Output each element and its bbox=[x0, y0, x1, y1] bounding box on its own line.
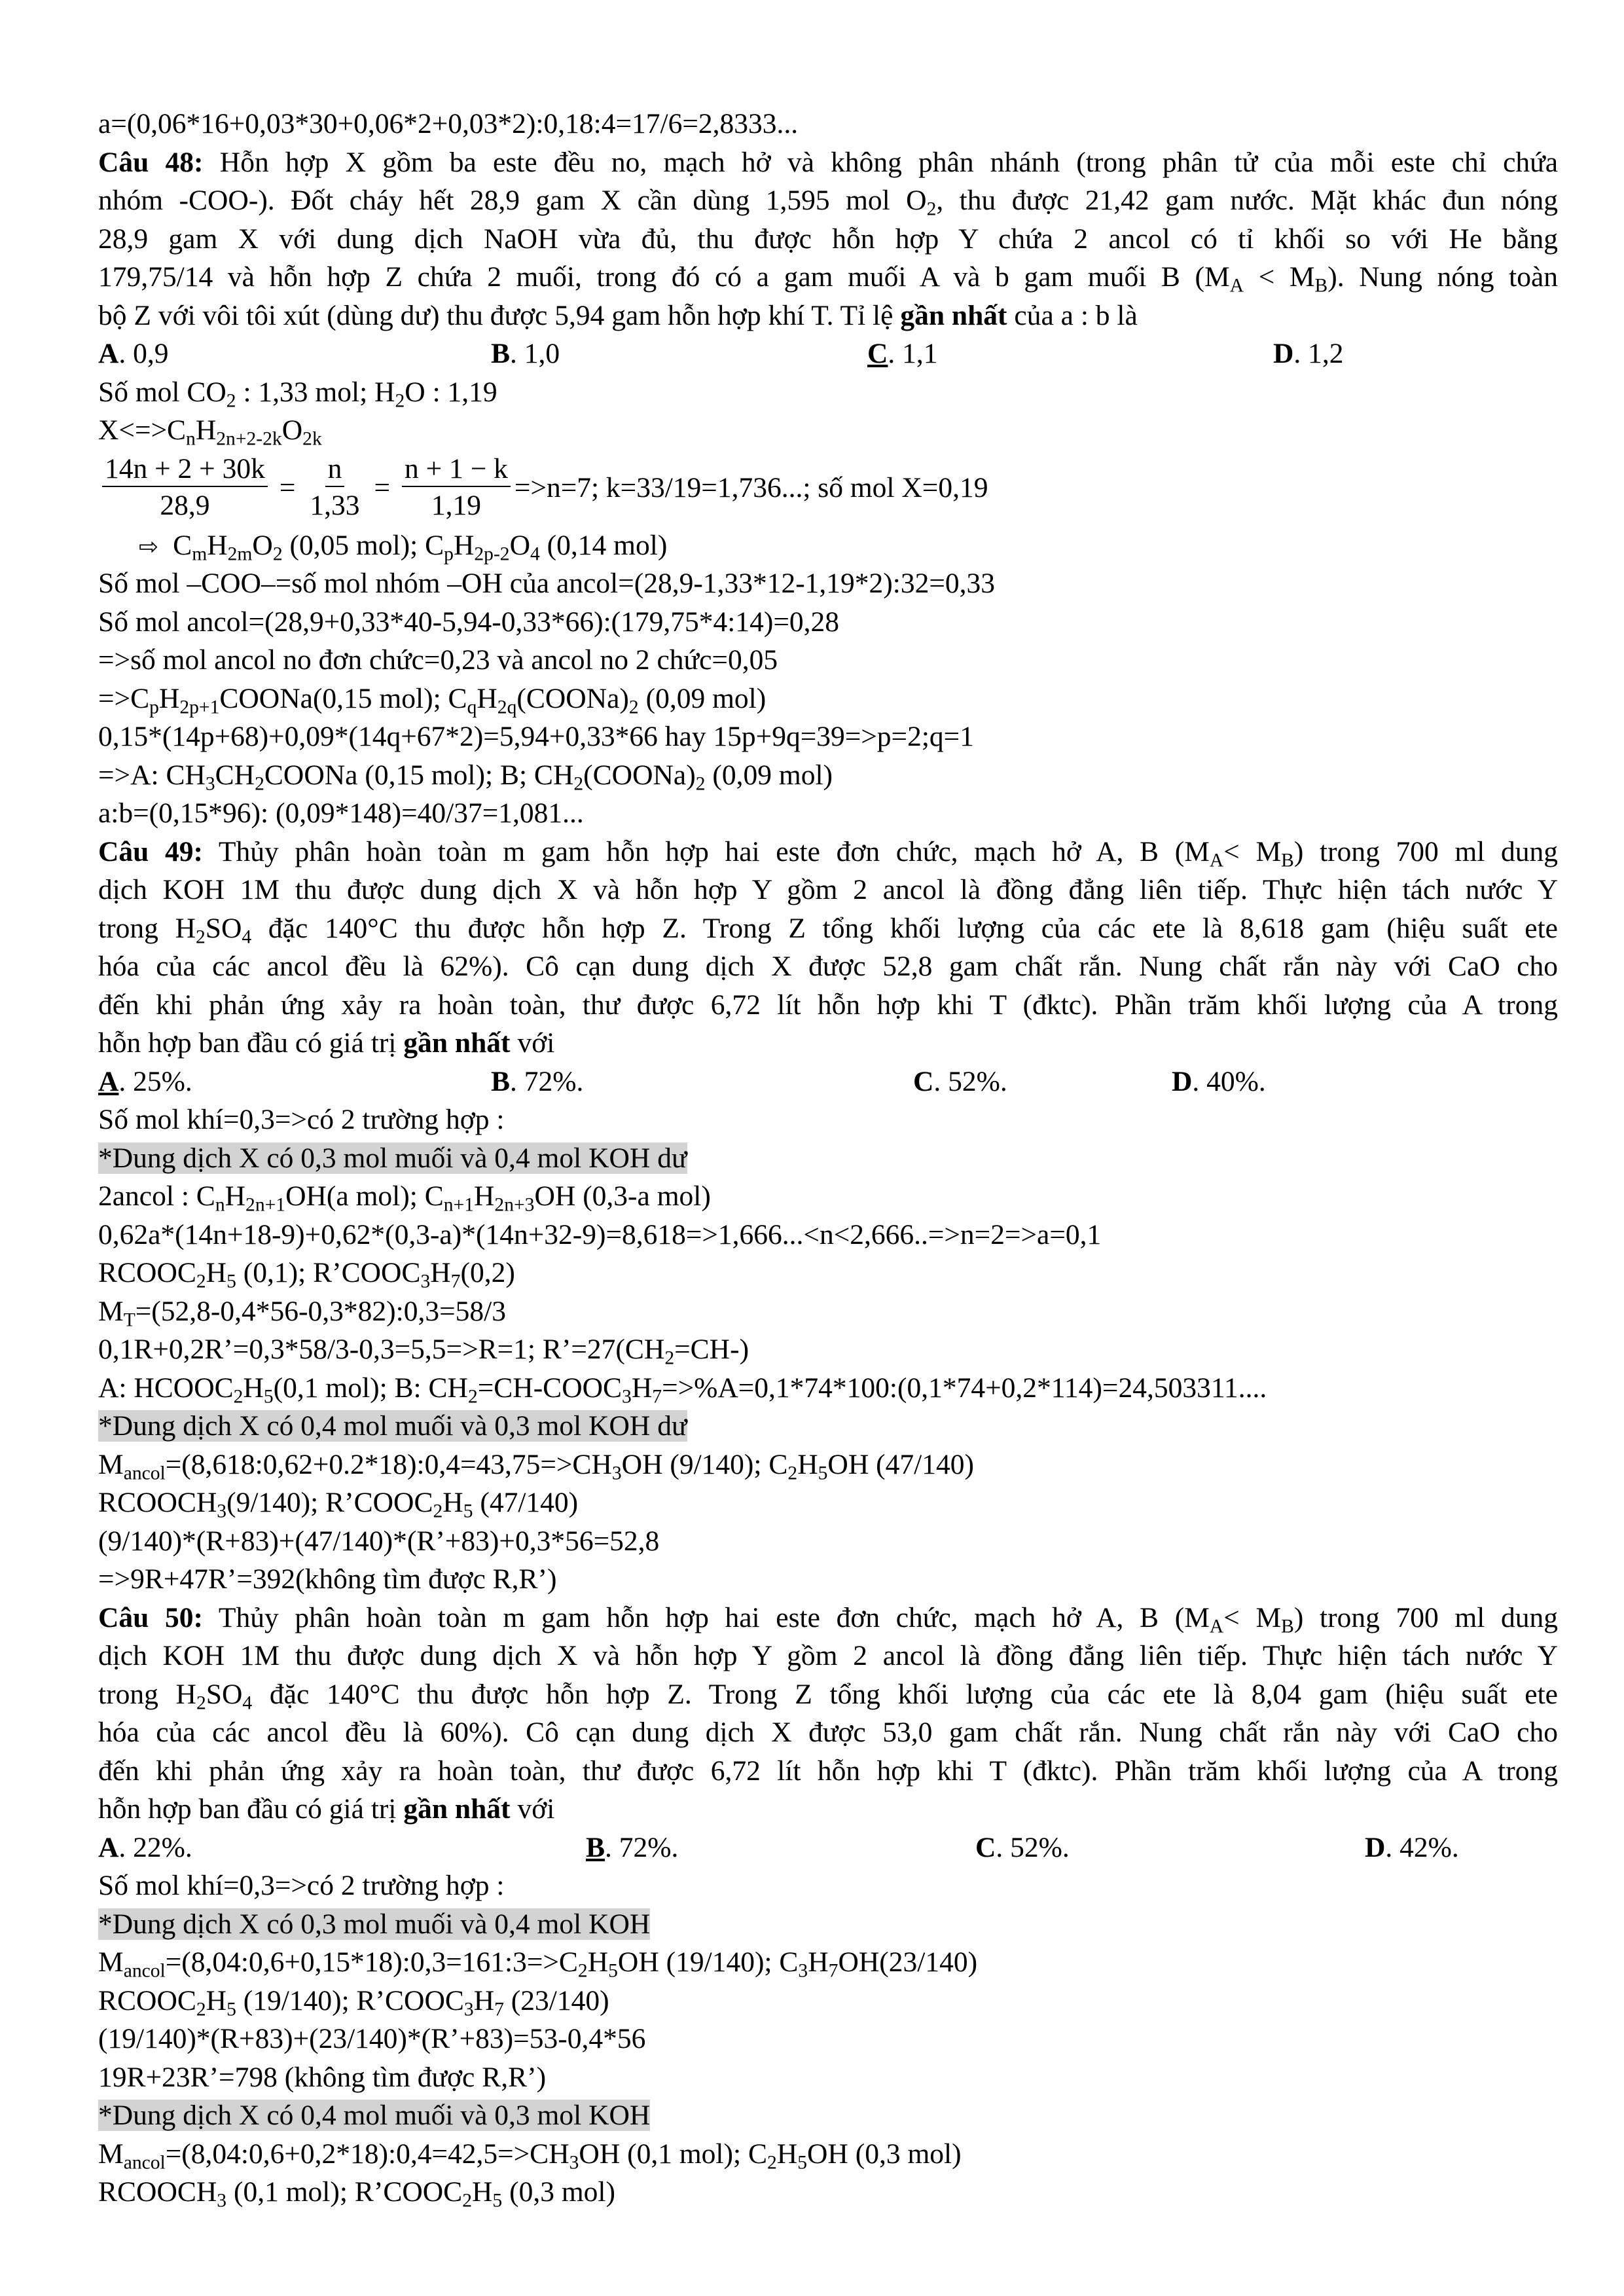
subscript: 5 bbox=[818, 1462, 828, 1484]
s48-line bbox=[98, 603, 1558, 642]
subscript: 7 bbox=[450, 1271, 461, 1292]
subscript: 5 bbox=[492, 2190, 503, 2212]
text: RCOOCH bbox=[98, 1487, 217, 1518]
text: (COONa) bbox=[516, 682, 629, 714]
q50-stem-line-1 bbox=[98, 1599, 1558, 1637]
text: hỗn hợp ban đầu có giá trị bbox=[98, 1027, 404, 1059]
option-text: . 72%. bbox=[605, 1831, 679, 1863]
s49-line: $RCOOCH_3(9/140)$; $R’COOC_2H_5$ (47/140) bbox=[98, 1487, 579, 1522]
q48-stem-line-3 bbox=[98, 220, 1558, 259]
text: nhóm -COO-). Đốt cháy hết 28,9 gam X cần dùng 1,595 mol O bbox=[98, 185, 927, 216]
q48-stem-line-4 bbox=[98, 258, 1558, 297]
text: ) trong 700 ml dung bbox=[1293, 835, 1558, 867]
option-letter: A bbox=[98, 1831, 119, 1863]
subscript: 4 bbox=[242, 1692, 253, 1713]
text: C bbox=[173, 529, 192, 561]
subscript: 2 bbox=[695, 773, 706, 794]
s48-line bbox=[98, 373, 1558, 412]
text: dịch KOH 1M thu được dung dịch X và hỗn hợp Y gồm 2 ancol là đồng đẳng liên tiếp. Thực hiện tách nước Y bbox=[98, 874, 1558, 905]
text: (19/140)*(R+83)+(23/140)*(R’+83)=53-0,4*56 bbox=[98, 2023, 646, 2054]
answer-option-b-correct bbox=[586, 1829, 678, 1867]
option-text: . 42%. bbox=[1385, 1831, 1459, 1863]
text: CH bbox=[215, 759, 255, 791]
text: OH (0,3 mol) bbox=[807, 2138, 962, 2170]
s49-line: $M_{ancol}=(8,618:0,62+0.2*18):0,4=43,75=>CH_3OH$ (9/140); $C_2H_5OH$ (47/140) bbox=[98, 1448, 974, 1484]
option-text: . 25%. bbox=[118, 1065, 192, 1097]
s48-line bbox=[98, 641, 1558, 680]
text: đến khi phản ứng xảy ra hoàn toàn, thư được 6,72 lít hỗn hợp khi T (đktc). Phần trăm khối lượng của A trong bbox=[98, 1755, 1558, 1787]
subscript: 5 bbox=[263, 1385, 274, 1407]
s50-line: $RCOOC_2H_5$ (19/140); $R’COOC_3H_7$ (23/140) bbox=[98, 1984, 609, 2020]
subscript: A bbox=[1229, 275, 1244, 297]
option-text: . 1,1 bbox=[888, 338, 938, 369]
text: (0,14 mol) bbox=[539, 529, 668, 561]
subscript: m bbox=[192, 543, 208, 564]
answer-option-b bbox=[491, 335, 560, 373]
text: < M bbox=[1223, 835, 1282, 867]
highlighted-text: *Dung dịch X có 0,3 mol muối và 0,4 mol KOH dư bbox=[98, 1142, 687, 1174]
subscript: ancol bbox=[123, 1462, 166, 1484]
s48-line bbox=[98, 794, 1558, 833]
option-letter: A bbox=[98, 338, 119, 369]
numerator: n bbox=[325, 452, 345, 487]
subscript: 3 bbox=[217, 2190, 227, 2212]
emphasis: gần nhất bbox=[403, 1793, 511, 1825]
text: Hỗn hợp X gồm ba este đều no, mạch hở và không phân nhánh (trong phân tử của mỗi este chỉ chứa bbox=[219, 146, 1559, 178]
text: Thủy phân hoàn toàn m gam hỗn hợp hai este đơn chức, mạch hở A, B (M bbox=[218, 1601, 1210, 1633]
subscript: 2 bbox=[196, 1271, 206, 1292]
s50-line bbox=[98, 2058, 1558, 2097]
text: : 1,33 mol; H bbox=[236, 376, 395, 408]
subscript: 2 bbox=[195, 926, 206, 947]
q49-stem-line-5 bbox=[98, 986, 1558, 1025]
subscript: 3 bbox=[205, 773, 215, 794]
subscript: 5 bbox=[226, 1998, 236, 2020]
text: RCOOCH bbox=[98, 2176, 217, 2208]
q49-stem-line-6 bbox=[98, 1024, 1558, 1063]
text: 19R+23R’=798 (không tìm được R,R’) bbox=[98, 2061, 547, 2093]
option-text: . 0,9 bbox=[118, 338, 169, 369]
text: OH(a mol); C bbox=[285, 1180, 444, 1212]
option-letter: C bbox=[975, 1831, 996, 1863]
subscript: B bbox=[1314, 275, 1328, 297]
option-letter: B bbox=[491, 338, 511, 369]
text: ). Nung nóng toàn bbox=[1327, 261, 1558, 293]
text: =>n=7; k=33/19=1,736...; số mol X=0,19 bbox=[514, 471, 988, 503]
text: SO bbox=[206, 1678, 243, 1710]
text: OH (9/140); C bbox=[621, 1448, 788, 1480]
highlighted-text: *Dung dịch X có 0,4 mol muối và 0,3 mol KOH bbox=[98, 2100, 651, 2131]
text: với bbox=[510, 1793, 555, 1825]
highlighted-text: *Dung dịch X có 0,4 mol muối và 0,3 mol KOH dư bbox=[98, 1410, 687, 1442]
s49-case-2-heading bbox=[98, 1407, 1558, 1446]
text: ) trong 700 ml dung bbox=[1293, 1601, 1558, 1633]
text: =(52,8-0,4*56-0,3*82):0,3=58/3 bbox=[135, 1295, 506, 1327]
subscript: 2 bbox=[628, 696, 639, 718]
text: a:b=(0,15*96): (0,09*148)=40/37=1,081... bbox=[98, 797, 584, 829]
s49-line bbox=[98, 1101, 1558, 1139]
s50-case-2-heading bbox=[98, 2096, 1558, 2135]
subscript: 5 bbox=[608, 1960, 618, 1982]
subscript: 5 bbox=[226, 1271, 236, 1292]
option-text: . 40%. bbox=[1192, 1065, 1266, 1097]
q48-stem-line-5 bbox=[98, 297, 1558, 335]
subscript: B bbox=[1281, 1615, 1294, 1637]
text: =CH-COOC bbox=[477, 1372, 623, 1404]
text: =(8,04:0,6+0,15*18):0,3=161:3=>C bbox=[165, 1946, 578, 1978]
s50-line: $M_{ancol}=(8,04:0,6+0,2*18):0,4=42,5=>CH_3OH$ (0,1 mol); $C_2H_5OH$ (0,3 mol) bbox=[98, 2138, 962, 2173]
option-letter: D bbox=[1172, 1065, 1193, 1097]
s48-line: $X<=>C_nH_{2n+2-2k}O_{2k}$ bbox=[98, 414, 322, 450]
answer-option-c bbox=[975, 1829, 1070, 1867]
text: đặc 140°C thu được hỗn hợp Z. Trong Z tổng khối lượng của các ete là 8,618 gam (hiệu suất ete bbox=[251, 912, 1558, 944]
subscript: ancol bbox=[123, 2151, 166, 2173]
text: 28,9 gam X với dung dịch NaOH vừa đủ, thu được hỗn hợp Y chứa 2 ancol có tỉ khối so với He bằng bbox=[98, 223, 1558, 255]
option-letter: D bbox=[1365, 1831, 1386, 1863]
subscript: 2m bbox=[227, 543, 253, 564]
text: (0,09 mol) bbox=[638, 682, 767, 714]
text: < M bbox=[1244, 261, 1315, 293]
document-page bbox=[98, 105, 1558, 2212]
answer-option-a bbox=[98, 335, 169, 373]
text: O : 1,19 bbox=[405, 376, 497, 408]
subscript: 4 bbox=[530, 543, 540, 564]
s49-line bbox=[98, 1330, 1558, 1369]
subscript: 2n+1 bbox=[245, 1194, 286, 1216]
s48-line: ⇨ $C_mH_{2m}O_2$ (0,05 mol); $C_pH_{2p-2}O_4$ (0,14 mol) bbox=[139, 529, 668, 564]
subscript: T bbox=[123, 1309, 135, 1330]
text: bộ Z với vôi tôi xút (dùng dư) thu được 5,94 gam hỗn hợp khí T. Tỉ lệ bbox=[98, 299, 901, 331]
text: =>C bbox=[98, 682, 150, 714]
text: Số mol khí=0,3=>có 2 trường hợp : bbox=[98, 1870, 505, 1901]
subscript: A bbox=[1209, 1615, 1224, 1637]
option-text: . 52%. bbox=[996, 1831, 1070, 1863]
subscript: 3 bbox=[217, 1501, 227, 1522]
subscript: 2 bbox=[573, 773, 584, 794]
text: 179,75/14 và hỗn hợp Z chứa 2 muối, trong đó có a gam muối A và b gam muối B (M bbox=[98, 261, 1230, 293]
fraction bbox=[307, 452, 362, 524]
text: SO bbox=[205, 912, 242, 944]
s48-line bbox=[98, 564, 1558, 603]
subscript: p bbox=[444, 543, 454, 564]
fraction bbox=[402, 452, 511, 524]
text: (0,1); R’COOC bbox=[236, 1257, 421, 1288]
answer-option-c-correct bbox=[867, 335, 938, 373]
subscript: 7 bbox=[828, 1960, 839, 1982]
s49-line: 2ancol : $C_nH_{2n+1}OH(a$ mol); $C_{n+1}H_{2n+3}OH$ (0,3-a mol) bbox=[98, 1180, 711, 1216]
text: COONa(0,15 mol); C bbox=[219, 682, 467, 714]
subscript: 2 bbox=[787, 1462, 798, 1484]
s49-line bbox=[98, 1292, 1558, 1331]
subscript: 7 bbox=[652, 1385, 662, 1407]
subscript: n+1 bbox=[443, 1194, 474, 1216]
subscript: q bbox=[467, 696, 477, 718]
text: (0,3 mol) bbox=[502, 2176, 615, 2208]
subscript: n bbox=[215, 1194, 225, 1216]
text: M bbox=[98, 1295, 124, 1327]
text: =(8,04:0,6+0,2*18):0,4=42,5=>CH bbox=[165, 2138, 569, 2170]
option-letter: C bbox=[867, 338, 888, 369]
s50-case-1-heading bbox=[98, 1905, 1558, 1944]
text: Số mol khí=0,3=>có 2 trường hợp : bbox=[98, 1104, 505, 1135]
text: đến khi phản ứng xảy ra hoàn toàn, thư được 6,72 lít hỗn hợp khi T (đktc). Phần trăm khối lượng của A trong bbox=[98, 989, 1558, 1021]
answer-option-d bbox=[1172, 1063, 1266, 1101]
text: 0,62a*(14n+18-9)+0,62*(0,3-a)*(14n+32-9)=8,618=>1,666...<n<2,666..=>n=2=>a=0,1 bbox=[98, 1218, 1102, 1250]
text: COONa (0,15 mol); B; CH bbox=[264, 759, 574, 791]
s50-line: $RCOOCH_3$ (0,1 mol); $R’COOC_2H_5$ (0,3 mol) bbox=[98, 2176, 615, 2212]
subscript: p bbox=[149, 696, 159, 718]
q49-stem-line-1 bbox=[98, 833, 1558, 871]
text: A: HCOOC bbox=[98, 1372, 234, 1404]
subscript: A bbox=[1209, 849, 1224, 871]
q48-answer-options bbox=[98, 335, 1558, 373]
subscript: 2 bbox=[272, 543, 283, 564]
text: (23/140) bbox=[503, 1984, 609, 2016]
right-arrow-icon: ⇨ bbox=[139, 533, 159, 560]
s48-fraction-equation: $\frac{14n + 2 + 30k}{28,9}$ = $\frac{n}{1,33}$ = $\frac{n + 1 - k}{1,19}$ =>n=7; k=33/19=1,736...; số mol X=0,19 bbox=[98, 450, 1558, 526]
subscript: 2n+2-2k bbox=[216, 428, 282, 450]
q49-answer-options bbox=[98, 1063, 1558, 1101]
text: =>9R+47R’=392(không tìm được R,R’) bbox=[98, 1563, 557, 1595]
text: hỗn hợp ban đầu có giá trị bbox=[98, 1793, 404, 1825]
subscript: n bbox=[186, 428, 196, 450]
subscript: 2q bbox=[497, 696, 517, 718]
text: (COONa) bbox=[583, 759, 696, 791]
denominator: 28,9 bbox=[160, 490, 210, 521]
answer-option-a-correct bbox=[98, 1063, 192, 1101]
subscript: 2 bbox=[467, 1385, 478, 1407]
subscript: 2p+1 bbox=[179, 696, 220, 718]
text: =CH-) bbox=[674, 1334, 749, 1365]
subscript: 2 bbox=[196, 1998, 206, 2020]
text: của a : b là bbox=[1007, 299, 1138, 331]
option-letter: C bbox=[913, 1065, 934, 1097]
subscript: 2 bbox=[462, 2190, 472, 2212]
q48-stem-line-2 bbox=[98, 181, 1558, 220]
q50-stem-line-3 bbox=[98, 1675, 1558, 1714]
subscript: 5 bbox=[797, 2151, 807, 2173]
subscript: 7 bbox=[494, 1998, 504, 2020]
text: OH(23/140) bbox=[838, 1946, 978, 1978]
option-text: . 22%. bbox=[118, 1831, 192, 1863]
emphasis: gần nhất bbox=[900, 299, 1007, 331]
option-letter: A bbox=[98, 1065, 119, 1097]
text: RCOOC bbox=[98, 1257, 196, 1288]
text: với bbox=[510, 1027, 555, 1059]
s50-line bbox=[98, 1867, 1558, 1905]
q50-stem-line-2 bbox=[98, 1637, 1558, 1675]
text: X<=>C bbox=[98, 414, 187, 446]
q49-stem-line-4 bbox=[98, 947, 1558, 986]
option-text: . 72%. bbox=[510, 1065, 584, 1097]
text: (47/140) bbox=[473, 1487, 579, 1518]
s49-line: A: $HCOOC_2H_5(0,1$ mol); B: $CH_2=CH-COOC_3H_7=>\%A=0,1*74*100:(0,1*74+0,2*114)=24,503311$.... bbox=[98, 1372, 1267, 1407]
text: (9/140)*(R+83)+(47/140)*(R’+83)+0,3*56=52,8 bbox=[98, 1525, 660, 1557]
answer-option-a bbox=[98, 1829, 192, 1867]
option-text: . 52%. bbox=[933, 1065, 1007, 1097]
text: =(8,618:0,62+0.2*18):0,4=43,75=>CH bbox=[165, 1448, 612, 1480]
text: =>%A=0,1*74*100:(0,1*74+0,2*114)=24,503311.... bbox=[662, 1372, 1267, 1404]
answer-option-c bbox=[913, 1063, 1007, 1101]
text: =>số mol ancol no đơn chức=0,23 và ancol no 2 chức=0,05 bbox=[98, 644, 778, 676]
text: 2ancol : C bbox=[98, 1180, 215, 1212]
text: dịch KOH 1M thu được dung dịch X và hỗn hợp Y gồm 2 ancol là đồng đẳng liên tiếp. Thực hiện tách nước Y bbox=[98, 1640, 1558, 1671]
text: (9/140); R’COOC bbox=[226, 1487, 433, 1518]
text: Số mol ancol=(28,9+0,33*40-5,94-0,33*66):(179,75*4:14)=0,28 bbox=[98, 606, 839, 638]
s49-case-1-heading bbox=[98, 1139, 1558, 1178]
denominator: 1,19 bbox=[431, 490, 482, 521]
q50-stem-line-6 bbox=[98, 1790, 1558, 1829]
q48-stem-line-1 bbox=[98, 143, 1558, 182]
subscript: 3 bbox=[569, 2151, 579, 2173]
subscript: 2n+3 bbox=[494, 1194, 535, 1216]
text: , thu được 21,42 gam nước. Mặt khác đun nóng bbox=[936, 185, 1558, 216]
prev-solution-line bbox=[98, 105, 1558, 143]
answer-option-d bbox=[1273, 335, 1344, 373]
text: M bbox=[98, 1448, 124, 1480]
s49-line bbox=[98, 1522, 1558, 1561]
subscript: ancol bbox=[123, 1960, 166, 1982]
q50-stem-line-5 bbox=[98, 1752, 1558, 1791]
q49-stem-line-3 bbox=[98, 909, 1558, 948]
subscript: 2 bbox=[395, 390, 405, 411]
text: Số mol CO bbox=[98, 376, 226, 408]
denominator: 1,33 bbox=[310, 490, 360, 521]
text: Thủy phân hoàn toàn m gam hỗn hợp hai este đơn chức, mạch hở A, B (M bbox=[218, 835, 1210, 867]
text: < M bbox=[1223, 1601, 1282, 1633]
text: Số mol –COO–=số mol nhóm –OH của ancol=(28,9-1,33*12-1,19*2):32=0,33 bbox=[98, 568, 996, 599]
s48-line: $=>C_pH_{2p+1}COONa(0,15$ mol); $C_qH_{2q}(COONa)_2$ (0,09 mol) bbox=[98, 682, 767, 718]
text: (0,05 mol); C bbox=[282, 529, 444, 561]
text: OH (0,1 mol); C bbox=[579, 2138, 767, 2170]
subscript: 4 bbox=[242, 926, 252, 947]
text: đặc 140°C thu được hỗn hợp Z. Trong Z tổng khối lượng của các ete là 8,04 gam (hiệu suất ete bbox=[252, 1678, 1558, 1710]
option-letter: D bbox=[1273, 338, 1294, 369]
numerator: 14n + 2 + 30k bbox=[102, 452, 268, 487]
subscript: 2k bbox=[302, 428, 322, 450]
s49-line bbox=[98, 1560, 1558, 1599]
subscript: 3 bbox=[611, 1462, 622, 1484]
text: (0,1 mol); R’COOC bbox=[226, 2176, 463, 2208]
s50-line: $M_{ancol}=(8,04:0,6+0,15*18):0,3=161:3=>C_2H_5OH$ (19/140); $C_3H_7OH(23/140)$ bbox=[98, 1946, 978, 1982]
subscript: 3 bbox=[622, 1385, 632, 1407]
text: trong H bbox=[98, 1678, 196, 1710]
text: M bbox=[98, 1946, 124, 1978]
subscript: 3 bbox=[420, 1271, 431, 1292]
option-text: . 1,0 bbox=[510, 338, 560, 369]
s49-line bbox=[98, 1216, 1558, 1254]
subscript: 2 bbox=[233, 1385, 244, 1407]
subscript: 2 bbox=[226, 390, 236, 411]
text: OH (47/140) bbox=[827, 1448, 974, 1480]
text: hóa của các ancol đều là 62%). Cô cạn dung dịch X được 52,8 gam chất rắn. Nung chất rắn này với CaO cho bbox=[98, 951, 1558, 982]
fraction bbox=[102, 452, 268, 524]
subscript: 2 bbox=[196, 1692, 206, 1713]
text: 0,15*(14p+68)+0,09*(14q+67*2)=5,94+0,33*66 hay 15p+9q=39=>p=2;q=1 bbox=[98, 721, 974, 752]
s49-line: $RCOOC_2H_5$ (0,1); $R’COOC_3H_7(0,2)$ bbox=[98, 1257, 515, 1292]
s50-line bbox=[98, 2020, 1558, 2058]
subscript: B bbox=[1281, 849, 1294, 871]
subscript: 3 bbox=[798, 1960, 808, 1982]
answer-option-d bbox=[1365, 1829, 1459, 1867]
text: (19/140); R’COOC bbox=[236, 1984, 464, 2016]
text: (0,2) bbox=[460, 1257, 515, 1288]
subscript: 2p-2 bbox=[474, 543, 510, 564]
option-letter: B bbox=[586, 1831, 605, 1863]
subscript: 2 bbox=[664, 1347, 675, 1369]
option-text: . 1,2 bbox=[1293, 338, 1344, 369]
q49-stem-line-2 bbox=[98, 871, 1558, 909]
text: (0,1 mol); B: CH bbox=[273, 1372, 468, 1404]
question-label: Câu 48: bbox=[98, 146, 204, 178]
subscript: 2 bbox=[767, 2151, 777, 2173]
numerator: n + 1 − k bbox=[402, 452, 511, 487]
subscript: 2 bbox=[255, 773, 264, 794]
highlighted-text: *Dung dịch X có 0,3 mol muối và 0,4 mol KOH bbox=[98, 1908, 651, 1940]
text: (0,09 mol) bbox=[705, 759, 833, 791]
subscript: 2 bbox=[577, 1960, 588, 1982]
subscript: 2 bbox=[926, 198, 937, 220]
text: OH (0,3-a mol) bbox=[534, 1180, 711, 1212]
text: 0,1R+0,2R’=0,3*58/3-0,3=5,5=>R=1; R’=27(CH bbox=[98, 1334, 665, 1365]
subscript: 5 bbox=[463, 1501, 473, 1522]
question-label: Câu 50: bbox=[98, 1601, 204, 1633]
s48-line bbox=[98, 718, 1558, 756]
subscript: 2 bbox=[433, 1501, 443, 1522]
text: OH (19/140); C bbox=[617, 1946, 799, 1978]
text: a=(0,06*16+0,03*30+0,06*2+0,03*2):0,18:4=17/6=2,8333... bbox=[98, 108, 799, 139]
text: RCOOC bbox=[98, 1984, 196, 2016]
question-label: Câu 49: bbox=[98, 835, 204, 867]
answer-option-b bbox=[491, 1063, 583, 1101]
option-letter: B bbox=[491, 1065, 511, 1097]
emphasis: gần nhất bbox=[403, 1027, 511, 1059]
s48-line bbox=[98, 756, 1558, 795]
text: =>A: CH bbox=[98, 759, 206, 791]
subscript: 3 bbox=[463, 1998, 474, 2020]
text: M bbox=[98, 2138, 124, 2170]
q50-stem-line-4 bbox=[98, 1713, 1558, 1752]
text: trong H bbox=[98, 912, 196, 944]
text: hóa của các ancol đều là 60%). Cô cạn dung dịch X được 53,0 gam chất rắn. Nung chất rắn này với CaO cho bbox=[98, 1717, 1558, 1748]
q50-answer-options bbox=[98, 1829, 1558, 1867]
